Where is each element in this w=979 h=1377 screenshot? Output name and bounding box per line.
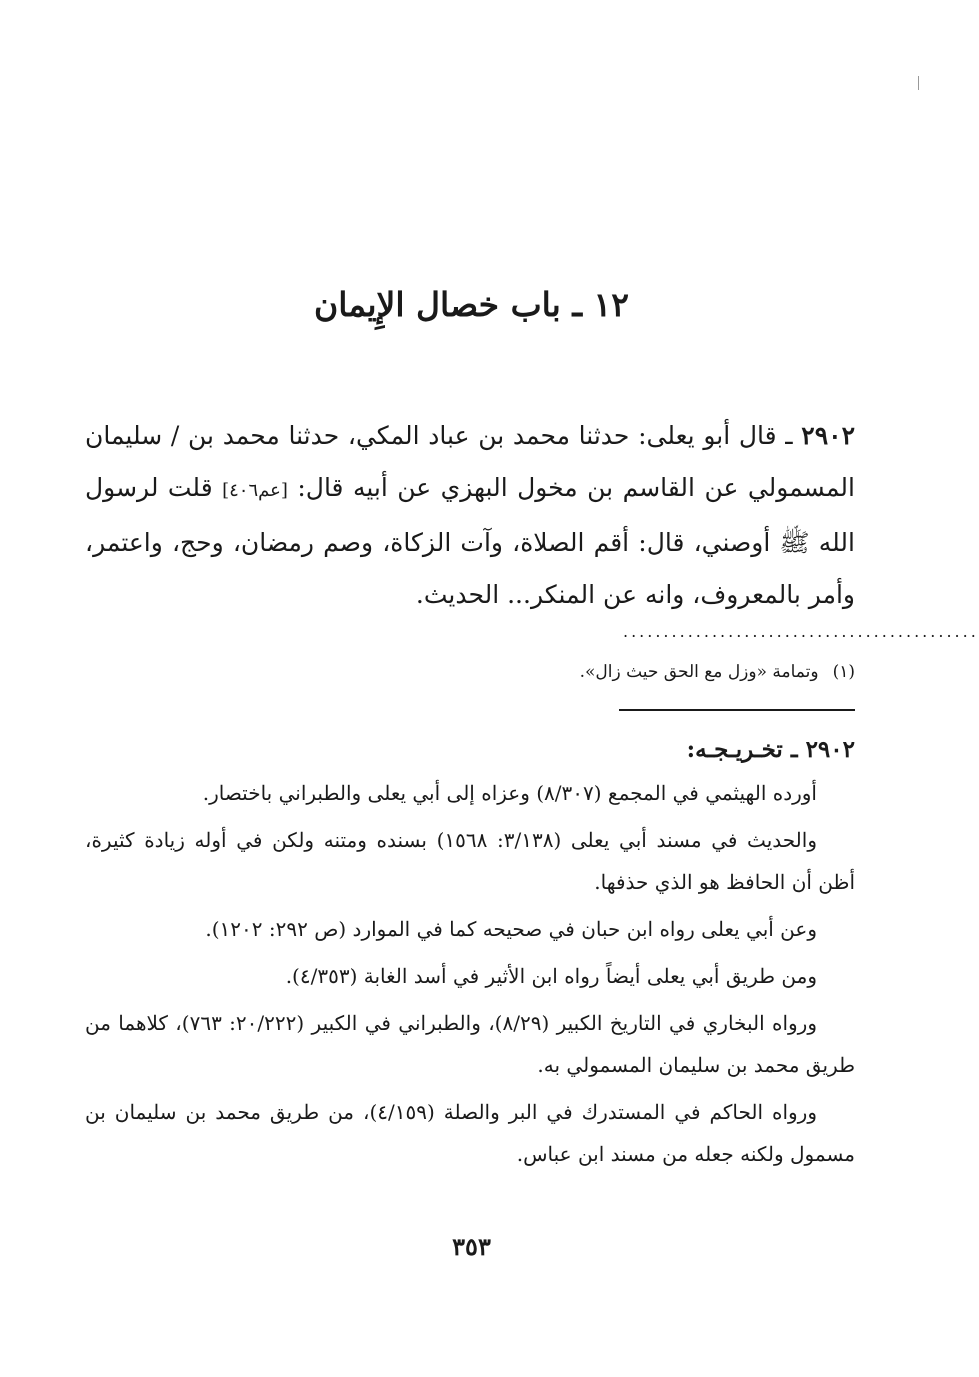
dotted-divider: ............................................: [623, 622, 979, 641]
footnote-text: وتمامة «وزل مع الحق حيث زال».: [579, 662, 819, 682]
hadith-text-part2: قلت لرسول الله ﷺ أوصني، قال: أقم الصلاة، وآت الزكاة، وصم رمضان، وحج، واعتمر، وأمر بالمعروف، وانه عن المنكر... الحديث.: [85, 473, 855, 609]
chapter-title: ١٢ ـ باب خصال الإِيمان: [314, 285, 629, 324]
takhrij-paragraph: أورده الهيثمي في المجمع (٨/٣٠٧) وعزاه إلى أبي يعلى والطبراني باختصار.: [202, 781, 817, 805]
takhrij-section: [85, 730, 855, 1180]
takhrij-paragraph: ومن طريق أبي يعلى أيضاً رواه ابن الأثير في أسد الغابة (٤/٣٥٣).: [285, 964, 817, 988]
footnote-marker: (١): [832, 662, 855, 682]
page-number: ٣٥٣: [452, 1232, 491, 1261]
scan-edge-mark: [918, 76, 919, 90]
takhrij-paragraph: والحديث في مسند أبي يعلى (٣/١٣٨: ١٥٦٨) بسنده ومتنه ولكن في أوله زيادة كثيرة، أظن أن الحافظ هو الذي حذفها.: [85, 828, 855, 894]
takhrij-paragraph: وعن أبي يعلى رواه ابن حبان في صحيحه كما في الموارد (ص ٢٩٢: ١٢٠٢).: [205, 917, 817, 941]
takhrij-paragraph: ورواه الحاكم في المستدرك في البر والصلة (٤/١٥٩)، من طريق محمد بن سليمان بن مسمول ولكنه جعله من مسند ابن عباس.: [85, 1100, 855, 1166]
manuscript-ref-marker: [عم٤٠٦]: [222, 480, 288, 501]
takhrij-paragraph: ورواه البخاري في التاريخ الكبير (٨/٢٩)، والطبراني في الكبير (٢٠/٢٢٢: ٧٦٣)، كلاهما من طريق محمد بن سليمان المسمولي به.: [85, 1011, 855, 1077]
footnote: [85, 658, 855, 686]
hadith-text-part1: ـ قال أبو يعلى: حدثنا محمد بن عباد المكي، حدثنا محمد بن / سليمان المسمولي عن القاسم بن مخول البهزي عن أبيه قال:: [85, 421, 855, 502]
hadith-number: ٢٩٠٢: [801, 421, 855, 450]
hadith-text: [85, 410, 855, 621]
takhrij-heading: ٢٩٠٢ ـ تخـريـجـه:: [686, 736, 855, 763]
footnote-separator: [619, 709, 855, 711]
